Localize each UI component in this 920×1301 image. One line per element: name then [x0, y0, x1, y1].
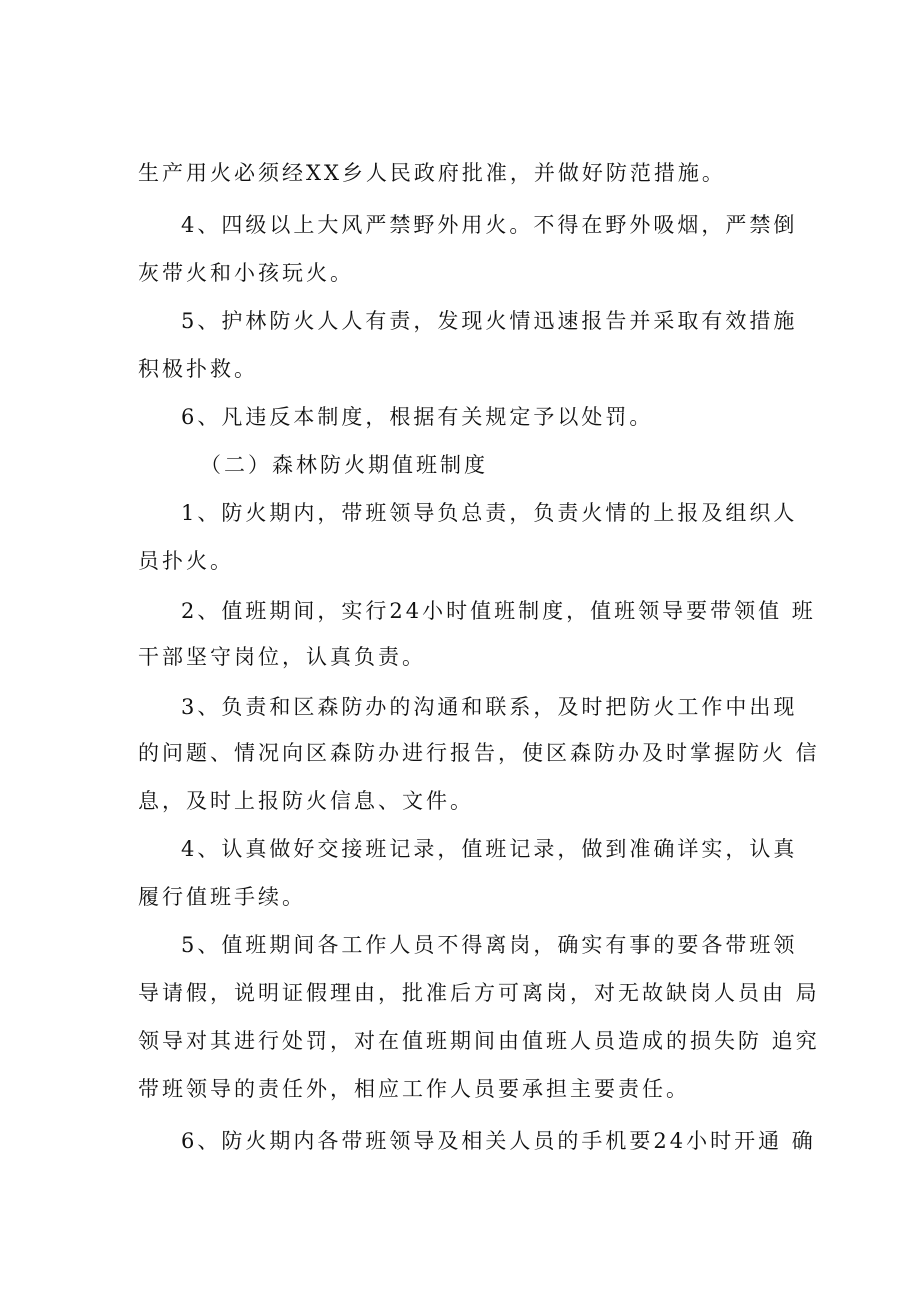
- text-line: 生产用火必须经XX乡人民政府批准，并做好防范措施。: [138, 161, 726, 185]
- text-line: 带班领导的责任外，相应工作人员要承担主要责任。: [138, 1077, 690, 1101]
- text-line: 4、认真做好交接班记录，值班记录，做到准确详实，认真: [181, 837, 798, 861]
- text-line: 干部坚守岗位，认真负责。: [138, 645, 426, 669]
- text-line: 4、四级以上大风严禁野外用火。不得在野外吸烟，严禁倒: [181, 213, 798, 237]
- section-heading: （二）森林防火期值班制度: [200, 453, 488, 477]
- text-line: 1、防火期内，带班领导负总责，负责火情的上报及组织人: [181, 501, 798, 525]
- text-line: 员扑火。: [138, 549, 234, 573]
- text-line: 导请假，说明证假理由，批准后方可离岗，对无故缺岗人员由 局: [138, 981, 820, 1005]
- text-line: 积极扑救。: [138, 357, 258, 381]
- text-line: 5、值班期间各工作人员不得离岗，确实有事的要各带班领: [181, 933, 798, 957]
- text-line: 灰带火和小孩玩火。: [138, 261, 354, 285]
- text-line: 2、值班期间，实行24小时值班制度，值班领导要带领值 班: [181, 599, 816, 623]
- text-line: 的问题、情况向区森防办进行报告，使区森防办及时掌握防火 信: [138, 741, 820, 765]
- text-line: 息，及时上报防火信息、文件。: [138, 789, 474, 813]
- text-line: 6、凡违反本制度，根据有关规定予以处罚。: [181, 405, 654, 429]
- text-line: 6、防火期内各带班领导及相关人员的手机要24小时开通 确: [181, 1129, 816, 1153]
- text-line: 领导对其进行处罚，对在值班期间由值班人员造成的损失防 追究: [138, 1029, 820, 1053]
- text-line: 5、护林防火人人有责，发现火情迅速报告并采取有效措施: [181, 309, 798, 333]
- text-line: 履行值班手续。: [138, 885, 306, 909]
- text-line: 3、负责和区森防办的沟通和联系，及时把防火工作中出现: [181, 695, 798, 719]
